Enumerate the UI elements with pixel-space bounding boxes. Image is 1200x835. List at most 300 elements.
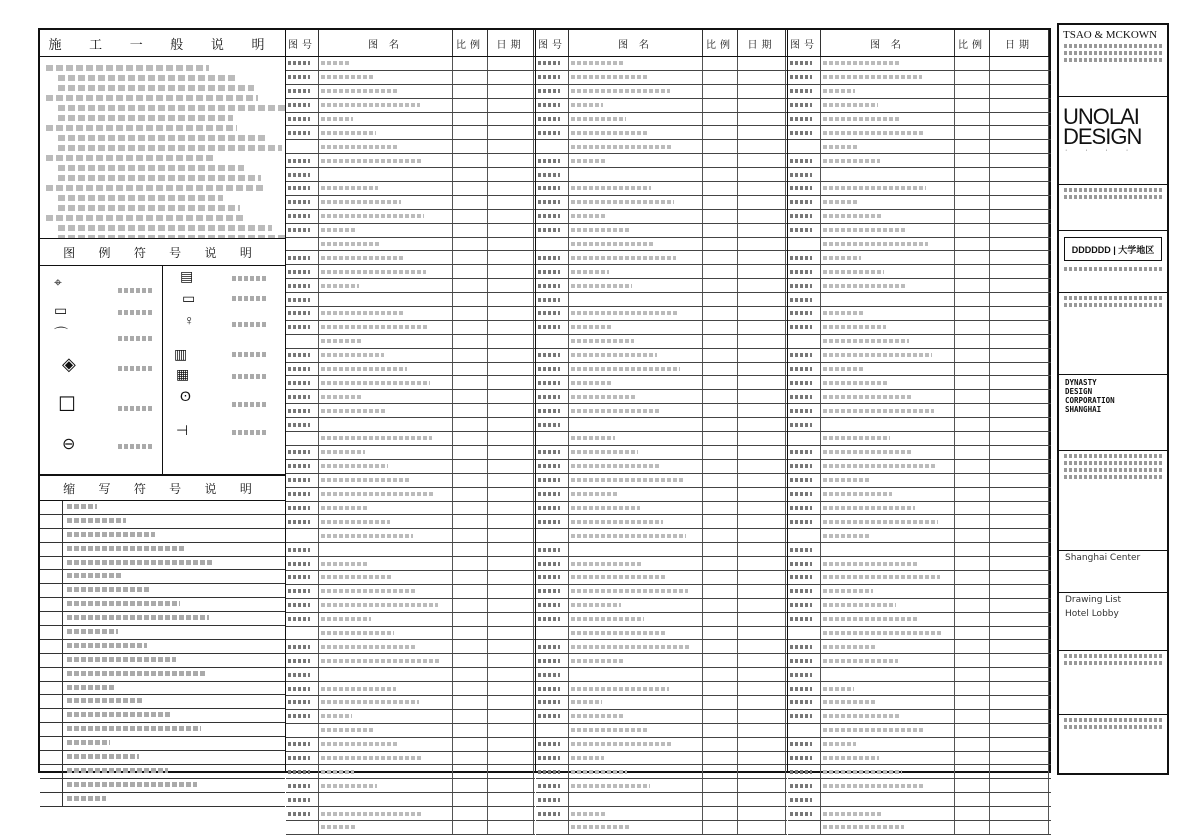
date-cell — [990, 432, 1049, 445]
abbreviation-code — [40, 751, 63, 764]
date-cell — [738, 196, 786, 209]
date-cell — [738, 738, 786, 751]
drawing-name-cell — [319, 321, 453, 334]
drawing-number-cell — [788, 182, 821, 195]
drawing-index-group-3 — [788, 30, 1051, 771]
scale-cell — [703, 154, 738, 167]
scale-cell — [453, 154, 488, 167]
abbreviation-desc — [63, 685, 114, 692]
drawing-number-cell — [788, 738, 821, 751]
scale-cell — [703, 363, 738, 376]
index-row — [536, 57, 787, 71]
drawing-number-cell — [286, 654, 319, 667]
symbol-label — [118, 366, 152, 371]
studio-name-1: UNOLAI — [1063, 104, 1139, 129]
drawing-number-cell — [286, 376, 319, 389]
date-cell — [738, 168, 786, 181]
drawing-name-cell — [569, 613, 703, 626]
date-cell — [738, 432, 786, 445]
drawing-number-cell — [536, 765, 569, 778]
date-cell — [488, 738, 534, 751]
date-cell — [488, 390, 534, 403]
index-row — [286, 349, 535, 363]
date-cell — [488, 460, 534, 473]
scale-cell — [703, 765, 738, 778]
date-cell — [738, 460, 786, 473]
architect-info — [1059, 25, 1167, 97]
scale-cell — [955, 99, 990, 112]
index-row — [788, 57, 1051, 71]
drawing-name-cell — [821, 418, 955, 431]
drawing-title: Drawing List — [1065, 595, 1122, 605]
drawing-name-cell — [569, 502, 703, 515]
drawing-number-cell — [536, 265, 569, 278]
index-row — [788, 696, 1051, 710]
index-row — [788, 349, 1051, 363]
abbreviation-desc — [63, 754, 139, 761]
drawing-name-cell — [821, 238, 955, 251]
date-cell — [488, 696, 534, 709]
index-row — [536, 196, 787, 210]
drawing-name-cell — [319, 668, 453, 681]
drawing-name-cell — [821, 724, 955, 737]
drawing-name-cell — [569, 654, 703, 667]
drawing-number-cell — [536, 182, 569, 195]
index-row — [536, 682, 787, 696]
scale-cell — [703, 696, 738, 709]
index-row — [286, 113, 535, 127]
scale-cell — [453, 738, 488, 751]
drawing-name-cell — [569, 154, 703, 167]
drawing-number-cell — [536, 696, 569, 709]
abbreviation-title: 缩 写 符 号 说 明 — [40, 476, 285, 501]
drawing-number-cell — [536, 543, 569, 556]
abbreviation-code — [40, 682, 63, 695]
date-cell — [738, 502, 786, 515]
abbreviation-row — [40, 709, 285, 723]
date-cell — [488, 807, 534, 820]
index-header — [536, 30, 787, 57]
drawing-number-cell — [286, 432, 319, 445]
date-cell — [738, 807, 786, 820]
date-cell — [990, 57, 1049, 70]
index-header — [788, 30, 1051, 57]
notes-body — [40, 57, 285, 239]
drawing-name-cell — [319, 585, 453, 598]
date-cell — [990, 502, 1049, 515]
drawing-name-cell — [569, 543, 703, 556]
drawing-name-cell — [319, 57, 453, 70]
drawing-name-cell — [569, 279, 703, 292]
scale-cell — [955, 293, 990, 306]
index-row — [788, 738, 1051, 752]
abbreviation-code — [40, 765, 63, 778]
corporation-line: CORPORATION — [1065, 396, 1115, 405]
index-row — [788, 140, 1051, 154]
drawing-name-cell — [319, 376, 453, 389]
date-cell — [738, 765, 786, 778]
date-cell — [738, 154, 786, 167]
index-row — [788, 627, 1051, 641]
drawing-name-cell — [821, 196, 955, 209]
scale-cell — [453, 529, 488, 542]
date-cell — [488, 279, 534, 292]
drawing-name-cell — [569, 168, 703, 181]
scale-cell — [955, 140, 990, 153]
drawing-number-cell — [788, 613, 821, 626]
date-cell — [990, 571, 1049, 584]
scale-cell — [955, 529, 990, 542]
date-cell — [738, 446, 786, 459]
drawing-name-cell — [821, 460, 955, 473]
drawing-number-cell — [536, 571, 569, 584]
drawing-number-cell — [788, 71, 821, 84]
drawing-name-cell — [569, 460, 703, 473]
scale-cell — [955, 57, 990, 70]
drawing-number-cell — [286, 349, 319, 362]
scale-cell — [703, 488, 738, 501]
index-row — [536, 807, 787, 821]
drawing-name-cell — [569, 57, 703, 70]
index-row — [536, 515, 787, 529]
index-header-cell: 图 名 — [569, 30, 703, 56]
index-row — [788, 488, 1051, 502]
index-row — [788, 293, 1051, 307]
scale-cell — [453, 71, 488, 84]
drawing-number-cell — [536, 474, 569, 487]
abbreviation-code — [40, 654, 63, 667]
abbreviation-desc — [63, 504, 97, 511]
date-cell — [738, 335, 786, 348]
scale-cell — [703, 807, 738, 820]
index-row — [788, 126, 1051, 140]
drawing-name-cell — [319, 502, 453, 515]
abbreviation-code — [40, 557, 63, 570]
drawing-name-cell — [569, 182, 703, 195]
index-row — [788, 710, 1051, 724]
date-cell — [488, 196, 534, 209]
date-cell — [488, 571, 534, 584]
date-cell — [488, 85, 534, 98]
drawing-name-cell — [569, 585, 703, 598]
drawing-number-cell — [536, 251, 569, 264]
abbreviation-code — [40, 570, 63, 583]
scale-cell — [955, 710, 990, 723]
drawing-name-cell — [821, 126, 955, 139]
drawing-name-cell — [821, 515, 955, 528]
abbreviation-code — [40, 793, 63, 806]
index-row — [788, 363, 1051, 377]
scale-cell — [453, 446, 488, 459]
symbol-icon: ▭ — [182, 290, 196, 306]
index-row — [286, 293, 535, 307]
drawing-number-cell — [536, 418, 569, 431]
drawing-name-cell — [319, 474, 453, 487]
scale-cell — [453, 140, 488, 153]
index-row — [788, 71, 1051, 85]
drawing-name-cell — [319, 126, 453, 139]
symbol-icon: ▦ — [176, 366, 190, 382]
index-row — [536, 474, 787, 488]
date-cell — [488, 515, 534, 528]
date-cell — [738, 613, 786, 626]
abbreviation-row — [40, 751, 285, 765]
drawing-name-cell — [319, 99, 453, 112]
abbreviation-row — [40, 737, 285, 751]
symbol-label — [232, 430, 266, 435]
index-row — [536, 529, 787, 543]
drawing-name-cell — [319, 182, 453, 195]
date-cell — [990, 557, 1049, 570]
index-row — [286, 752, 535, 766]
date-cell — [488, 599, 534, 612]
drawing-number-cell — [788, 779, 821, 792]
scale-cell — [703, 126, 738, 139]
drawing-number-cell — [788, 321, 821, 334]
scale-cell — [703, 654, 738, 667]
index-row — [536, 182, 787, 196]
scale-cell — [453, 321, 488, 334]
index-row — [536, 99, 787, 113]
drawing-name-cell — [319, 682, 453, 695]
date-cell — [990, 321, 1049, 334]
index-row — [788, 613, 1051, 627]
drawing-number-cell — [536, 752, 569, 765]
date-cell — [990, 376, 1049, 389]
scale-cell — [703, 321, 738, 334]
note-line — [58, 135, 265, 141]
index-row — [536, 293, 787, 307]
abbreviation-row — [40, 584, 285, 598]
scale-cell — [703, 502, 738, 515]
info-line — [1064, 51, 1162, 55]
drawing-name-cell — [319, 696, 453, 709]
index-row — [286, 99, 535, 113]
index-row — [286, 627, 535, 641]
scale-cell — [453, 571, 488, 584]
scale-cell — [955, 238, 990, 251]
symbol-icon: ʘ — [180, 388, 191, 404]
drawing-name-cell — [821, 627, 955, 640]
drawing-name-cell — [821, 404, 955, 417]
index-row — [286, 140, 535, 154]
date-cell — [488, 57, 534, 70]
scale-cell — [955, 557, 990, 570]
scale-cell — [955, 668, 990, 681]
scale-cell — [955, 654, 990, 667]
note-line — [58, 105, 285, 111]
date-cell — [990, 224, 1049, 237]
index-row — [788, 807, 1051, 821]
symbol-label — [118, 444, 152, 449]
drawing-number-cell — [286, 446, 319, 459]
index-row — [788, 432, 1051, 446]
abbreviation-desc — [63, 629, 118, 636]
scale-cell — [955, 418, 990, 431]
scale-cell — [955, 251, 990, 264]
scale-cell — [453, 390, 488, 403]
index-row — [788, 418, 1051, 432]
date-cell — [990, 446, 1049, 459]
date-cell — [488, 654, 534, 667]
scale-cell — [453, 363, 488, 376]
index-row — [536, 71, 787, 85]
drawing-number-cell — [536, 682, 569, 695]
date-cell — [990, 168, 1049, 181]
index-row — [286, 474, 535, 488]
drawing-name-cell — [569, 99, 703, 112]
scale-cell — [955, 460, 990, 473]
scale-cell — [453, 432, 488, 445]
abbreviation-desc — [63, 671, 205, 678]
drawing-name-cell — [821, 349, 955, 362]
index-row — [536, 238, 787, 252]
index-row — [788, 279, 1051, 293]
date-cell — [738, 515, 786, 528]
index-header-cell: 图号 — [286, 30, 319, 56]
abbreviation-list — [40, 501, 285, 807]
date-cell — [738, 224, 786, 237]
index-row — [536, 779, 787, 793]
abbreviation-desc — [63, 796, 106, 803]
scale-cell — [453, 196, 488, 209]
date-cell — [990, 99, 1049, 112]
drawing-name-cell — [821, 432, 955, 445]
drawing-number-cell — [788, 446, 821, 459]
drawing-name-cell — [319, 654, 453, 667]
drawing-number-cell — [286, 182, 319, 195]
index-row — [286, 265, 535, 279]
drawing-number-cell — [286, 293, 319, 306]
date-cell — [488, 446, 534, 459]
drawing-name-cell — [319, 446, 453, 459]
drawing-name-cell — [569, 724, 703, 737]
date-cell — [738, 251, 786, 264]
abbreviation-row — [40, 626, 285, 640]
drawing-number-cell — [536, 557, 569, 570]
scale-cell — [453, 627, 488, 640]
index-row — [536, 265, 787, 279]
date-cell — [488, 640, 534, 653]
abbreviation-row — [40, 598, 285, 612]
drawing-number-cell — [286, 696, 319, 709]
date-cell — [738, 543, 786, 556]
title-block — [1057, 23, 1169, 775]
date-cell — [738, 113, 786, 126]
drawing-name-cell — [821, 765, 955, 778]
scale-cell — [955, 265, 990, 278]
drawing-index-group-1 — [286, 30, 536, 771]
date-cell — [990, 307, 1049, 320]
index-row — [286, 793, 535, 807]
date-cell — [738, 599, 786, 612]
drawing-name-cell — [319, 613, 453, 626]
date-cell — [990, 251, 1049, 264]
scale-cell — [955, 724, 990, 737]
index-row — [286, 307, 535, 321]
firm-name: TSAO & MCKOWN — [1063, 29, 1158, 41]
drawing-name-cell — [319, 488, 453, 501]
date-cell — [738, 363, 786, 376]
date-cell — [990, 349, 1049, 362]
index-row — [788, 571, 1051, 585]
index-row — [286, 126, 535, 140]
index-row — [536, 279, 787, 293]
scale-cell — [955, 168, 990, 181]
scale-cell — [955, 307, 990, 320]
legend-divider — [162, 266, 163, 474]
date-cell — [990, 488, 1049, 501]
date-cell — [990, 390, 1049, 403]
index-row — [286, 502, 535, 516]
date-cell — [738, 321, 786, 334]
index-header-cell: 图 名 — [319, 30, 453, 56]
drawing-name-cell — [319, 571, 453, 584]
drawing-number-cell — [536, 293, 569, 306]
index-row — [788, 474, 1051, 488]
drawing-number-cell — [286, 321, 319, 334]
scale-cell — [955, 182, 990, 195]
abbreviation-row — [40, 570, 285, 584]
date-cell — [488, 113, 534, 126]
drawing-number-cell — [286, 488, 319, 501]
index-row — [536, 502, 787, 516]
drawing-name-cell — [319, 543, 453, 556]
drawing-name-cell — [821, 363, 955, 376]
drawing-number-cell — [788, 571, 821, 584]
drawing-name-cell — [569, 404, 703, 417]
drawing-number-cell — [286, 765, 319, 778]
date-cell — [488, 363, 534, 376]
drawing-number-cell — [788, 376, 821, 389]
drawing-number-cell — [788, 752, 821, 765]
drawing-name-cell — [569, 821, 703, 834]
index-row — [536, 724, 787, 738]
scale-cell — [453, 238, 488, 251]
index-row — [536, 557, 787, 571]
drawing-name-cell — [569, 140, 703, 153]
drawing-number-cell — [788, 335, 821, 348]
drawing-number-cell — [286, 557, 319, 570]
index-row — [536, 376, 787, 390]
info-line — [1064, 468, 1162, 472]
drawing-number-cell — [536, 515, 569, 528]
drawing-number-cell — [788, 724, 821, 737]
abbreviation-code — [40, 501, 63, 514]
drawing-name-cell — [569, 668, 703, 681]
scale-cell — [453, 307, 488, 320]
scale-cell — [955, 515, 990, 528]
scale-cell — [703, 613, 738, 626]
abbreviation-code — [40, 709, 63, 722]
drawing-number-cell — [286, 627, 319, 640]
index-row — [788, 390, 1051, 404]
abbreviation-code — [40, 529, 63, 542]
abbreviation-desc — [63, 546, 184, 553]
date-cell — [488, 182, 534, 195]
index-row — [286, 390, 535, 404]
symbol-label — [118, 288, 152, 293]
scale-cell — [453, 599, 488, 612]
drawing-number-cell — [286, 390, 319, 403]
scale-cell — [955, 807, 990, 820]
date-cell — [488, 307, 534, 320]
date-cell — [990, 640, 1049, 653]
date-cell — [990, 752, 1049, 765]
index-row — [536, 251, 787, 265]
drawing-number-cell — [536, 627, 569, 640]
index-row — [536, 446, 787, 460]
